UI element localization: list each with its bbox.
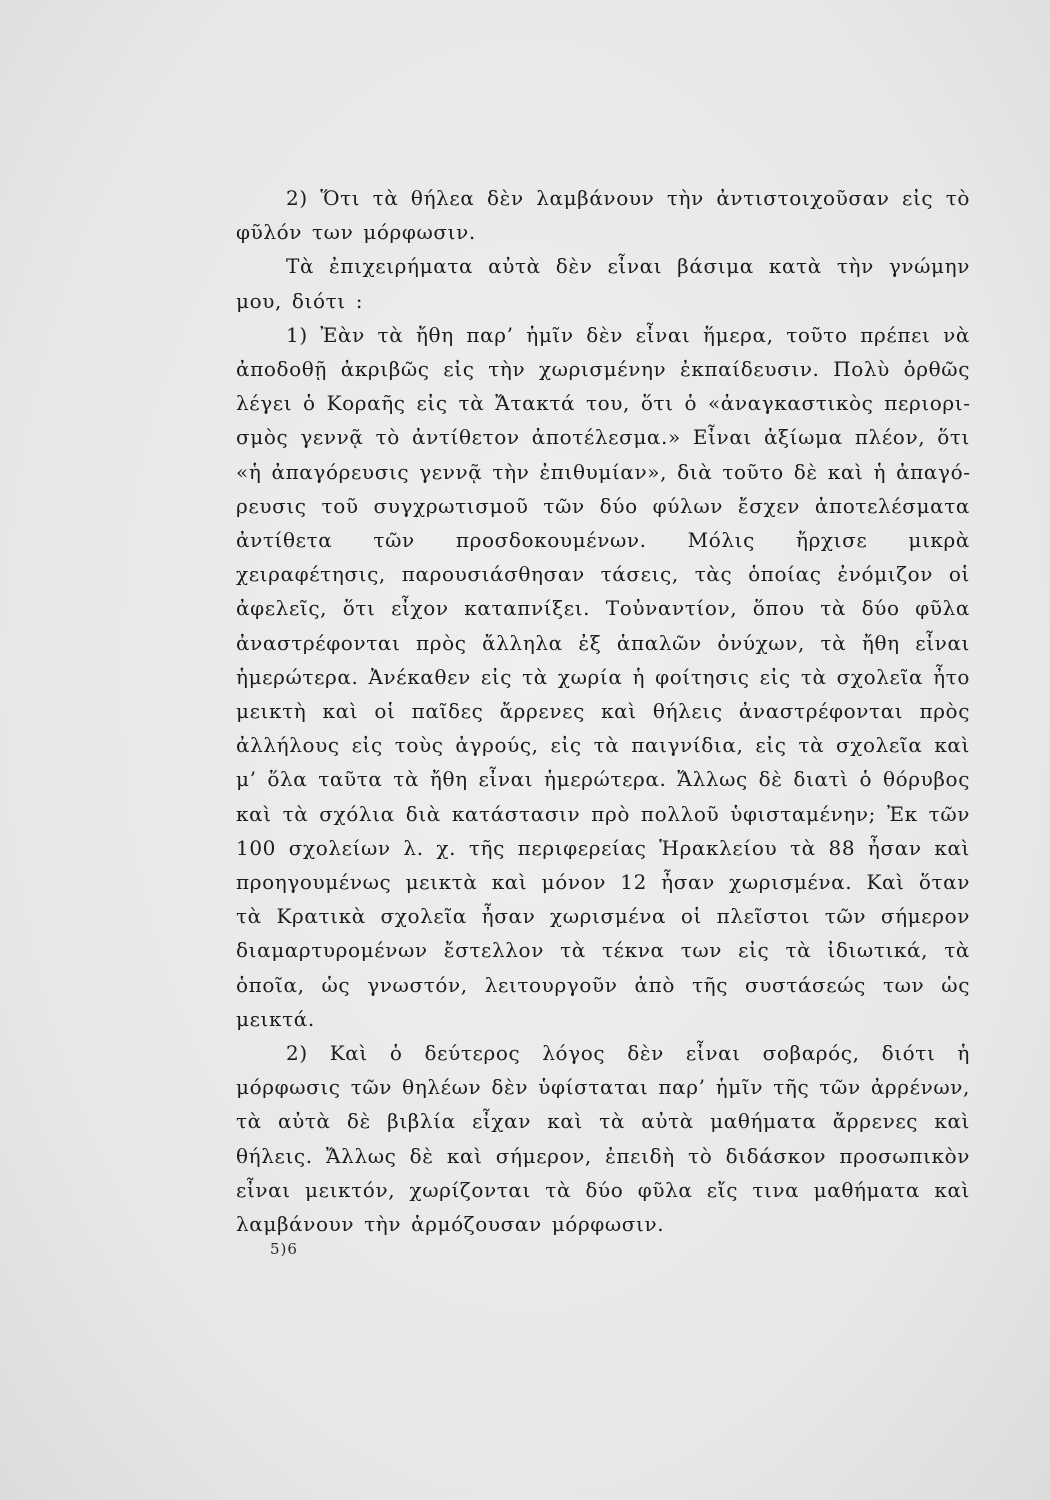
paragraph-3: 1) Ἐὰν τὰ ἤθη παρ’ ἡμῖν δὲν εἶναι ἥμερα, τοῦτο πρέπει νὰ ἀποδοθῇ ἀκριβῶς εἰς τὴν χωρισμένην ἐκπαίδευσιν. Πολὺ ὀρθῶς λέγει ὁ Κοραῆς εἰς τὰ Ἄτακτά του, ὅτι ὁ «ἀναγκαστικὸς περιορισμὸς γεννᾷ τὸ ἀντίθετον ἀποτέλεσμα.» Εἶναι ἀξίωμα πλέον, ὅτι «ἡ ἀπαγόρευσις γεννᾷ τὴν ἐπιθυμίαν», διὰ τοῦτο δὲ καὶ ἡ ἀπαγόρευσις τοῦ συγχρωτισμοῦ τῶν δύο φύλων ἔσχεν ἀποτελέσματα ἀντίθετα τῶν προσδοκουμένων. Μόλις ἤρχισε μικρὰ χειραφέτησις, παρουσιάσθησαν τάσεις, τὰς ὁποίας ἐνόμιζον οἱ ἀφελεῖς, ὅτι εἶχον καταπνίξει. Τοὐναντίον, ὅπου τὰ δύο φῦλα ἀναστρέφονται πρὸς ἄλληλα ἐξ ἁπαλῶν ὀνύχων, τὰ ἤθη εἶναι ἡμερώτερα. Ἀνέκαθεν εἰς τὰ χωρία ἡ φοίτησις εἰς τὰ σχολεῖα ἦτο μεικτὴ καὶ οἱ παῖδες ἄρρενες καὶ θήλεις ἀναστρέφονται πρὸς ἀλλήλους εἰς τοὺς ἀγρούς, εἰς τὰ παιγνίδια, εἰς τὰ σχολεῖα καὶ μ’ ὅλα ταῦτα τὰ ἤθη εἶναι ἡμερώτερα. Ἄλλως δὲ διατὶ ὁ θόρυβος καὶ τὰ σχόλια διὰ κατάστασιν πρὸ πολλοῦ ὑφισταμένην; Ἐκ τῶν 100 σχολείων λ. χ. τῆς περιφερείας Ἡρακλείου τὰ 88 ἦσαν καὶ προηγουμένως μεικτὰ καὶ μόνον 12 ἦσαν χωρισμένα. Καὶ ὅταν τὰ Κρατικὰ σχολεῖα ἦσαν χωρισμένα οἱ πλεῖστοι τῶν σήμερον διαμαρτυρομένων ἔστελλον τὰ τέκνα των εἰς τὰ ἰδιωτικά, τὰ ὁποῖα, ὡς γνωστόν, λειτουργοῦν ἀπὸ τῆς συστάσεώς των ὡς μεικτά. — [236, 322, 970, 1031]
paragraph-4: 2) Καὶ ὁ δεύτερος λόγος δὲν εἶναι σοβαρός, διότι ἡ μόρφωσις τῶν θηλέων δὲν ὑφίσταται παρ’ ἡμῖν τῆς τῶν ἀρρένων, τὰ αὐτὰ δὲ βιβλία εἶχαν καὶ τὰ αὐτὰ μαθήματα ἄρρενες καὶ θήλεις. Ἄλλως δὲ καὶ σήμερον, ἐπειδὴ τὸ διδάσκον προσωπικὸν εἶναι μεικτόν, χωρίζονται τὰ δύο φῦλα εἴς τινα μαθήματα καὶ λαμβάνουν τὴν ἁρμόζουσαν μόρφωσιν. — [236, 1041, 970, 1237]
body-text — [236, 181, 970, 1241]
paragraph-1: 2) Ὅτι τὰ θήλεα δὲν λαμβάνουν τὴν ἀντιστοιχοῦσαν εἰς τὸ φῦλόν των μόρφωσιν. — [236, 186, 970, 245]
paragraph-2: Τὰ ἐπιχειρήματα αὐτὰ δὲν εἶναι βάσιμα κατὰ τὴν γνώμην μου, διότι : — [236, 254, 970, 313]
page-number: 5)6 — [270, 1240, 298, 1258]
